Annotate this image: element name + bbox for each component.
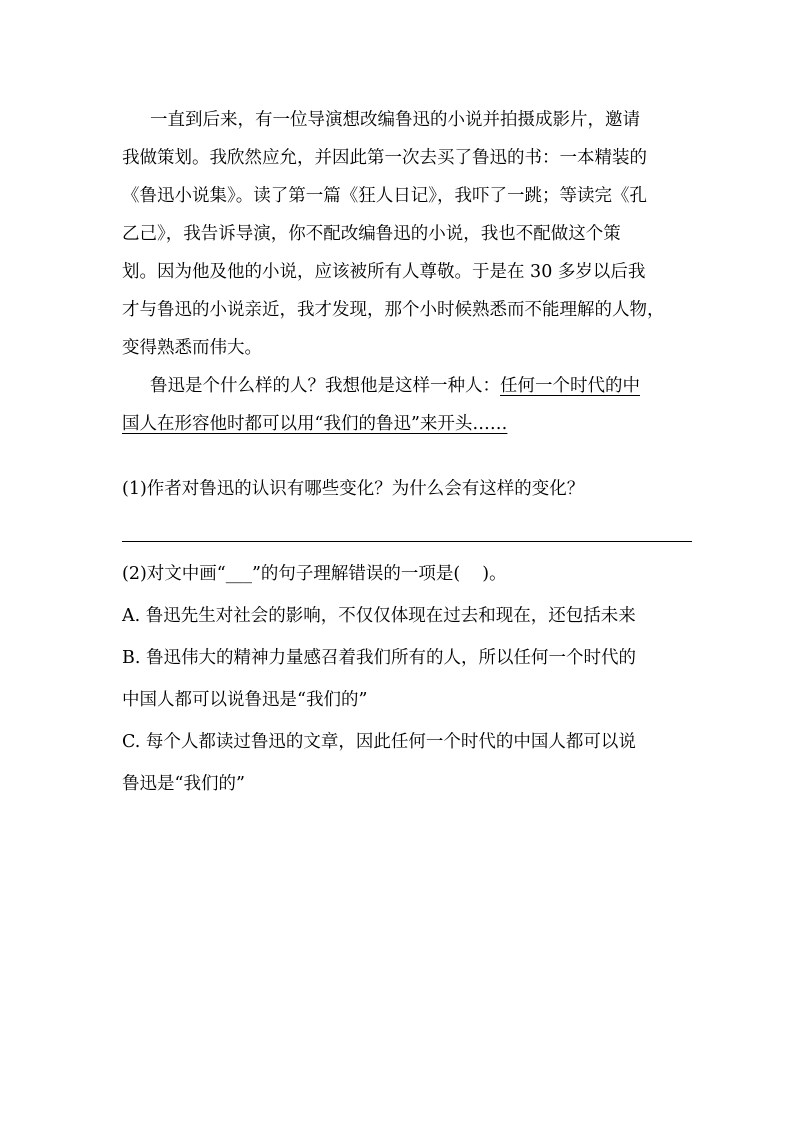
passage-line-1: 一直到后来，有一位导演想改编鲁迅的小说并拍摄成影片，邀请	[150, 110, 640, 130]
question-1: (1)作者对鲁迅的认识有哪些变化？为什么会有这样的变化？	[122, 479, 585, 499]
question-2-text: (2)对文中画“___”的句子理解错误的一项是(	[122, 564, 461, 584]
passage-plain-text: 鲁迅是个什么样的人？我想他是这样一种人：	[150, 376, 500, 396]
passage-line-3: 《鲁迅小说集》。读了第一篇《狂人日记》，我吓了一跳；等读完《孔	[122, 186, 647, 206]
option-c-line-1: C. 每个人都读过鲁迅的文章，因此任何一个时代的中国人都可以说	[122, 732, 636, 752]
underlined-sentence-part-2: 国人在形容他时都可以用“我们的鲁迅”来开头……	[122, 414, 508, 434]
question-2-end: )。	[482, 564, 507, 584]
option-c-line-2: 鲁迅是“我们的”	[122, 774, 245, 794]
answer-blank-line[interactable]	[122, 541, 692, 542]
passage-line-9	[122, 412, 507, 436]
passage-line-6: 才与鲁迅的小说亲近，我才发现，那个小时候熟悉而不能理解的人物，	[122, 300, 665, 320]
passage-line-5: 划。因为他及他的小说，应该被所有人尊敬。于是在 30 多岁以后我	[122, 262, 646, 282]
option-b-line-1: B. 鲁迅伟大的精神力量感召着我们所有的人，所以任何一个时代的	[122, 648, 636, 668]
passage-line-2: 我做策划。我欣然应允，并因此第一次去买了鲁迅的书：一本精装的	[122, 148, 647, 168]
option-b-line-2: 中国人都可以说鲁迅是“我们的”	[122, 690, 368, 710]
underlined-sentence-part-1: 任何一个时代的中	[500, 376, 640, 396]
passage-line-7: 变得熟悉而伟大。	[122, 338, 262, 358]
passage-line-8	[150, 374, 640, 398]
option-a: A. 鲁迅先生对社会的影响，不仅仅体现在过去和现在，还包括未来	[122, 606, 636, 626]
passage-line-4: 乙己》，我告诉导演，你不配改编鲁迅的小说，我也不配做这个策	[122, 224, 621, 244]
question-2	[122, 562, 507, 586]
